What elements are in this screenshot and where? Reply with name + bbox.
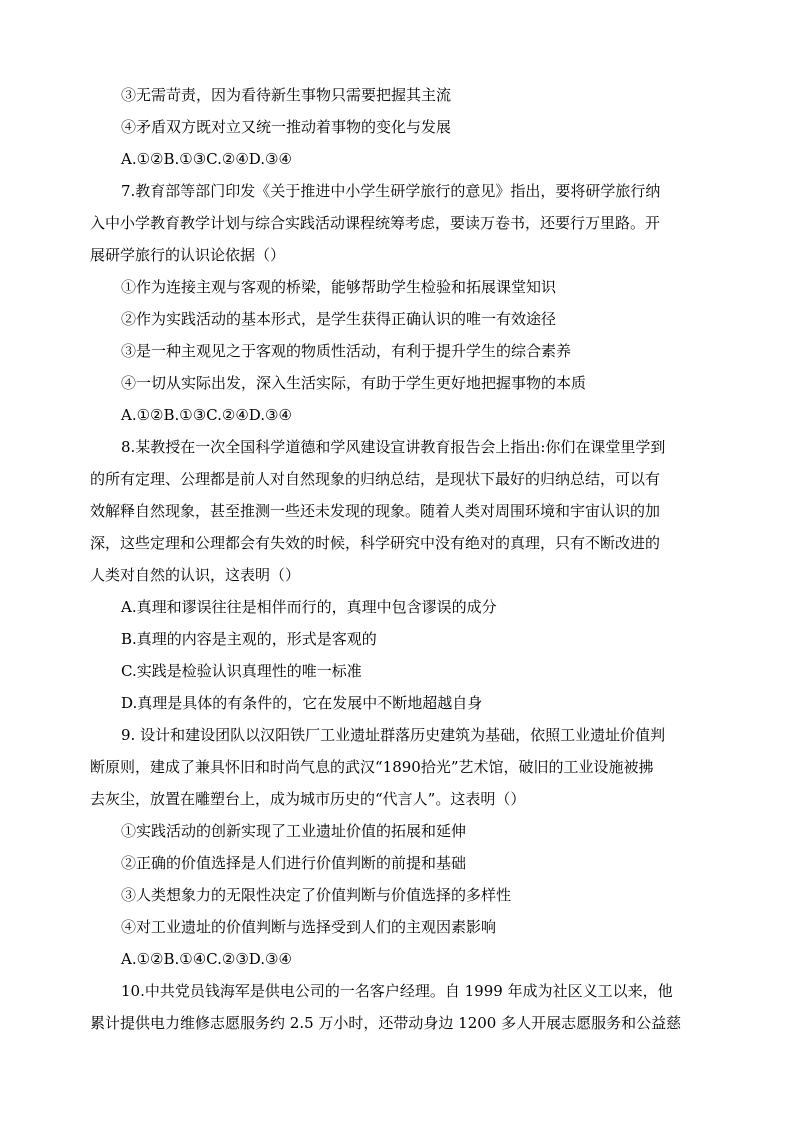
q7-stem-line-2: 入中小学教育教学计划与综合实践活动课程统筹考虑，要读万卷书，还要行万里路。开 (90, 214, 661, 232)
q8-option-a: A.真理和谬误往往是相伴而行的，真理中包含谬误的成分 (121, 598, 497, 616)
q7-option-4: ④一切从实际出发，深入生活实际，有助于学生更好地把握事物的本质 (121, 374, 587, 392)
q6-option-3: ③无需苛责，因为看待新生事物只需要把握其主流 (121, 86, 452, 104)
q8-stem-line-4: 深，这些定理和公理都会有失效的时候，科学研究中没有绝对的真理，只有不断改进的 (90, 534, 661, 552)
q9-option-3: ③人类想象力的无限性决定了价值判断与价值选择的多样性 (121, 886, 512, 904)
q8-stem-line-3: 效解释自然现象，甚至推测一些还未发现的现象。随着人类对周围环境和宇宙认识的加 (90, 502, 661, 520)
q9-stem-line-3: 去灰尘，放置在雕塑台上，成为城市历史的“代言人”。这表明（） (90, 790, 526, 808)
q6-choices: A.①②B.①③C.②④D.③④ (121, 150, 292, 168)
q8-stem-line-2: 的所有定理、公理都是前人对自然现象的归纳总结，是现状下最好的归纳总结，可以有 (90, 470, 661, 488)
q9-choices: A.①②B.①④C.②③D.③④ (121, 950, 292, 968)
q8-option-b: B.真理的内容是主观的，形式是客观的 (121, 630, 377, 648)
q9-stem-line-2: 断原则，建成了兼具怀旧和时尚气息的武汉“1890拾光”艺术馆，破旧的工业设施被拂 (90, 758, 654, 776)
q7-option-2: ②作为实践活动的基本形式，是学生获得正确认识的唯一有效途径 (121, 310, 557, 328)
q6-option-4: ④矛盾双方既对立又统一推动着事物的变化与发展 (121, 118, 452, 136)
q8-option-d: D.真理是具体的有条件的，它在发展中不断地超越自身 (121, 694, 483, 712)
q7-option-3: ③是一种主观见之于客观的物质性活动，有利于提升学生的综合素养 (121, 342, 572, 360)
q7-option-1: ①作为连接主观与客观的桥梁，能够帮助学生检验和拓展课堂知识 (121, 278, 557, 296)
q9-option-4: ④对工业遗址的价值判断与选择受到人们的主观因素影响 (121, 918, 497, 936)
q8-option-c: C.实践是检验认识真理性的唯一标准 (121, 662, 362, 680)
q8-stem-line-1: 8.某教授在一次全国科学道德和学风建设宣讲教育报告会上指出:你们在课堂里学到 (121, 438, 666, 456)
q10-stem-line-1: 10.中共党员钱海军是供电公司的一名客户经理。自 1999 年成为社区义工以来，他 (121, 982, 673, 1000)
q10-stem-line-2: 累计提供电力维修志愿服务约 2.5 万小时，还带动身边 1200 多人开展志愿服务和公益慈 (90, 1014, 682, 1032)
q7-stem-line-1: 7.教育部等部门印发《关于推进中小学生研学旅行的意见》指出，要将研学旅行纳 (121, 182, 661, 200)
q9-stem-line-1: 9. 设计和建设团队以汉阳铁厂工业遗址群落历史建筑为基础，依照工业遗址价值判 (121, 726, 666, 744)
q7-stem-line-3: 展研学旅行的认识论依据（） (90, 246, 286, 264)
q9-option-1: ①实践活动的创新实现了工业遗址价值的拓展和延伸 (121, 822, 467, 840)
q8-stem-line-5: 人类对自然的认识，这表明（） (90, 566, 301, 584)
q7-choices: A.①②B.①③C.②④D.③④ (121, 406, 292, 424)
q9-option-2: ②正确的价值选择是人们进行价值判断的前提和基础 (121, 854, 467, 872)
